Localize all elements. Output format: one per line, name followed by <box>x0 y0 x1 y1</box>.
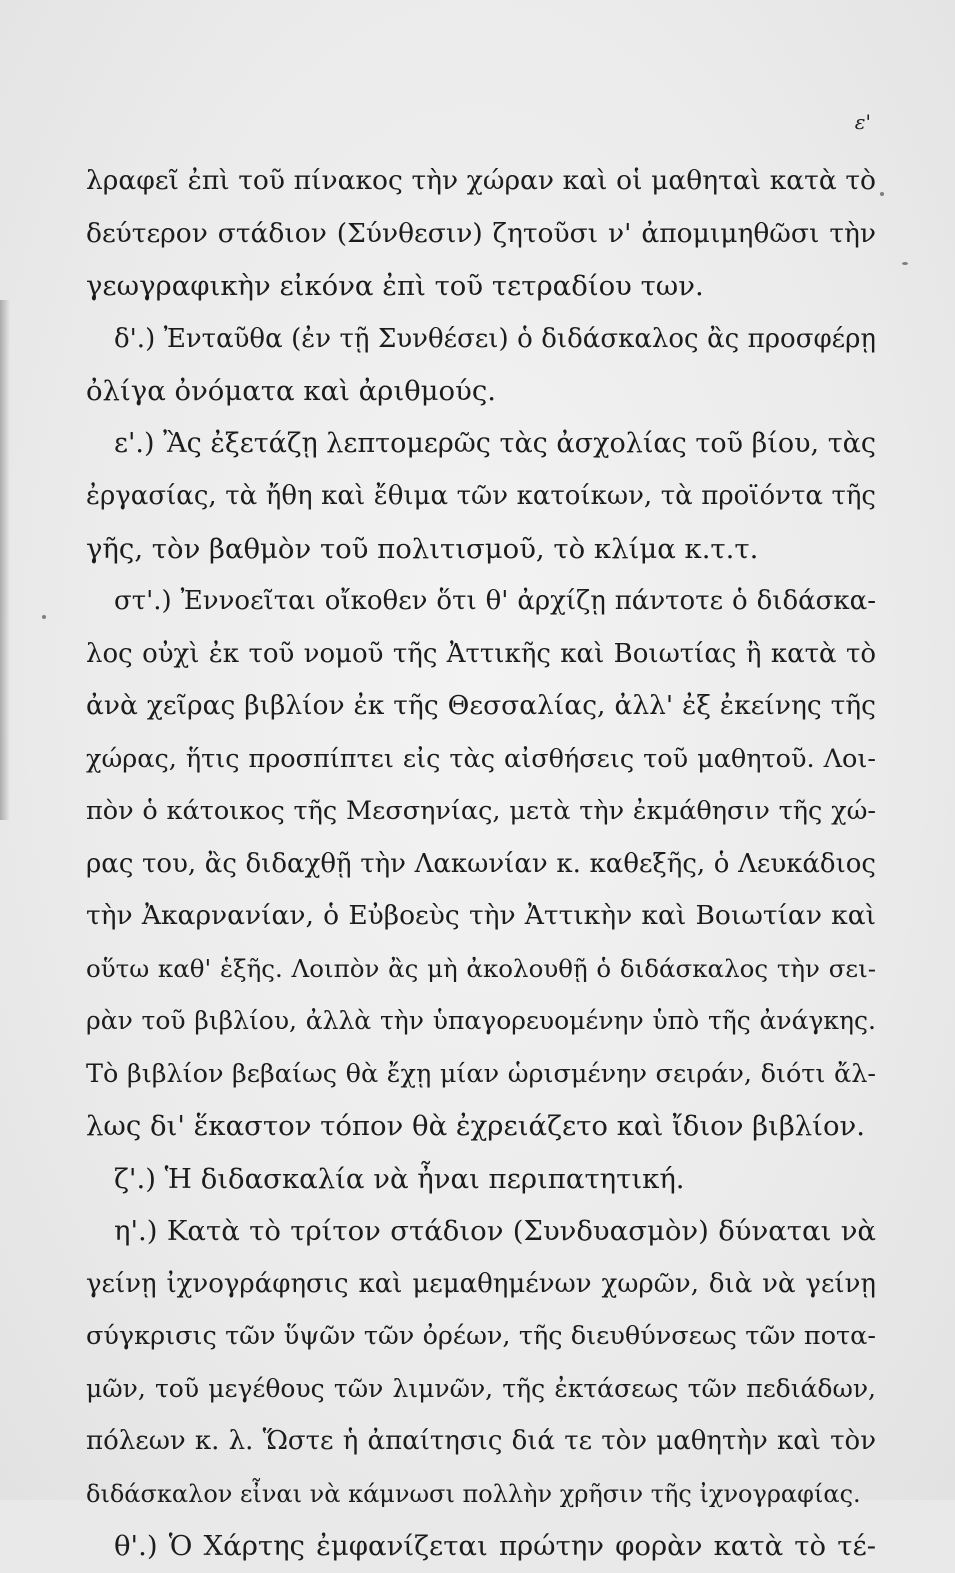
text-line: η'.) Κατὰ τὸ τρίτον στάδιον (Συνδυασμὸν) δύναται νὰ <box>114 1215 876 1247</box>
text-line: Τὸ βιβλίον βεβαίως θὰ ἔχῃ μίαν ὡρισμένην σειράν, διότι ἄλ- <box>86 1058 876 1089</box>
text-line: μῶν, τοῦ μεγέθους τῶν λιμνῶν, τῆς ἐκτάσεως τῶν πεδιάδων, <box>86 1373 876 1403</box>
ink-speck <box>902 262 908 265</box>
text-line: ρας του, ἂς διδαχθῇ τὴν Λακωνίαν κ. καθεξῆς, ὁ Λευκάδιος <box>86 848 876 879</box>
body-text <box>86 155 876 1573</box>
text-line: θ'.) Ὁ Χάρτης ἐμφανίζεται πρώτην φορὰν κατὰ τὸ τέ- <box>114 1530 876 1562</box>
text-line: λος οὐχὶ ἐκ τοῦ νομοῦ τῆς Ἀττικῆς καὶ Βοιωτίας ἢ κατὰ τὸ <box>86 638 876 669</box>
text-line: ρὰν τοῦ βιβλίου, ἀλλὰ τὴν ὑπαγορευομένην ὑπὸ τῆς ἀνάγκης. <box>86 1006 876 1035</box>
text-line: δεύτερον στάδιον (Σύνθεσιν) ζητοῦσι ν' ἀπομιμηθῶσι τὴν <box>86 217 876 249</box>
text-line: γείνῃ ἰχνογράφησις καὶ μεμαθημένων χωρῶν, διὰ νὰ γείνῃ <box>86 1268 876 1299</box>
text-line: γεωγραφικὴν εἰκόνα ἐπὶ τοῦ τετραδίου των. <box>86 270 704 302</box>
page-number: ε' <box>854 110 871 134</box>
text-line: πόλεων κ. λ. Ὥστε ἡ ἀπαίτησις διά τε τὸν μαθητὴν καὶ τὸν <box>86 1426 876 1456</box>
text-line: ἀνὰ χεῖρας βιβλίον ἐκ τῆς Θεσσαλίας, ἀλλ' ἐξ ἐκείνης τῆς <box>86 690 876 721</box>
text-line: χώρας, ἥτις προσπίπτει εἰς τὰς αἰσθήσεις τοῦ μαθητοῦ. Λοι- <box>86 743 876 774</box>
text-line: γῆς, τὸν βαθμὸν τοῦ πολιτισμοῦ, τὸ κλίμα κ.τ.τ. <box>86 532 759 565</box>
text-line: σύγκρισις τῶν ὕψῶν τῶν ὀρέων, τῆς διευθύνσεως τῶν ποτα- <box>86 1321 876 1351</box>
text-line: διδάσκαλον εἶναι νὰ κάμνωσι πολλὴν χρῆσιν τῆς ἰχνογραφίας. <box>86 1479 861 1508</box>
text-line: ἐργασίας, τὰ ἤθη καὶ ἔθιμα τῶν κατοίκων, τὰ προϊόντα τῆς <box>86 481 876 511</box>
ink-speck <box>42 615 46 619</box>
text-line: οὕτω καθ' ἑξῆς. Λοιπὸν ἂς μὴ ἀκολουθῇ ὁ διδάσκαλος τὴν σει- <box>86 953 876 983</box>
text-line: ε'.) Ἂς ἐξετάζῃ λεπτομερῶς τὰς ἀσχολίας τοῦ βίου, τὰς <box>114 427 876 459</box>
text-line: στ'.) Ἐννοεῖται οἴκοθεν ὅτι θ' ἀρχίζῃ πάντοτε ὁ διδάσκα- <box>114 586 876 616</box>
text-line: ὀλίγα ὀνόματα καὶ ἀριθμούς. <box>86 375 496 407</box>
ink-speck <box>880 192 884 196</box>
text-line: δ'.) Ἐνταῦθα (ἐν τῇ Συνθέσει) ὁ διδάσκαλος ἂς προσφέρῃ <box>114 323 876 354</box>
text-line: λραφεῖ ἐπὶ τοῦ πίνακος τὴν χώραν καὶ οἱ μαθηταὶ κατὰ τὸ <box>86 165 876 196</box>
text-line: λως δι' ἕκαστον τόπον θὰ ἐχρειάζετο καὶ ἴδιον βιβλίον. <box>86 1110 865 1142</box>
binding-shadow <box>0 300 10 820</box>
text-line: ζ'.) Ἡ διδασκαλία νὰ ἦναι περιπατητική. <box>114 1162 685 1195</box>
text-line: πὸν ὁ κάτοικος τῆς Μεσσηνίας, μετὰ τὴν ἐκμάθησιν τῆς χώ- <box>86 796 876 826</box>
text-line: τὴν Ἀκαρνανίαν, ὁ Εὐβοεὺς τὴν Ἀττικὴν καὶ Βοιωτίαν καὶ <box>86 900 876 931</box>
